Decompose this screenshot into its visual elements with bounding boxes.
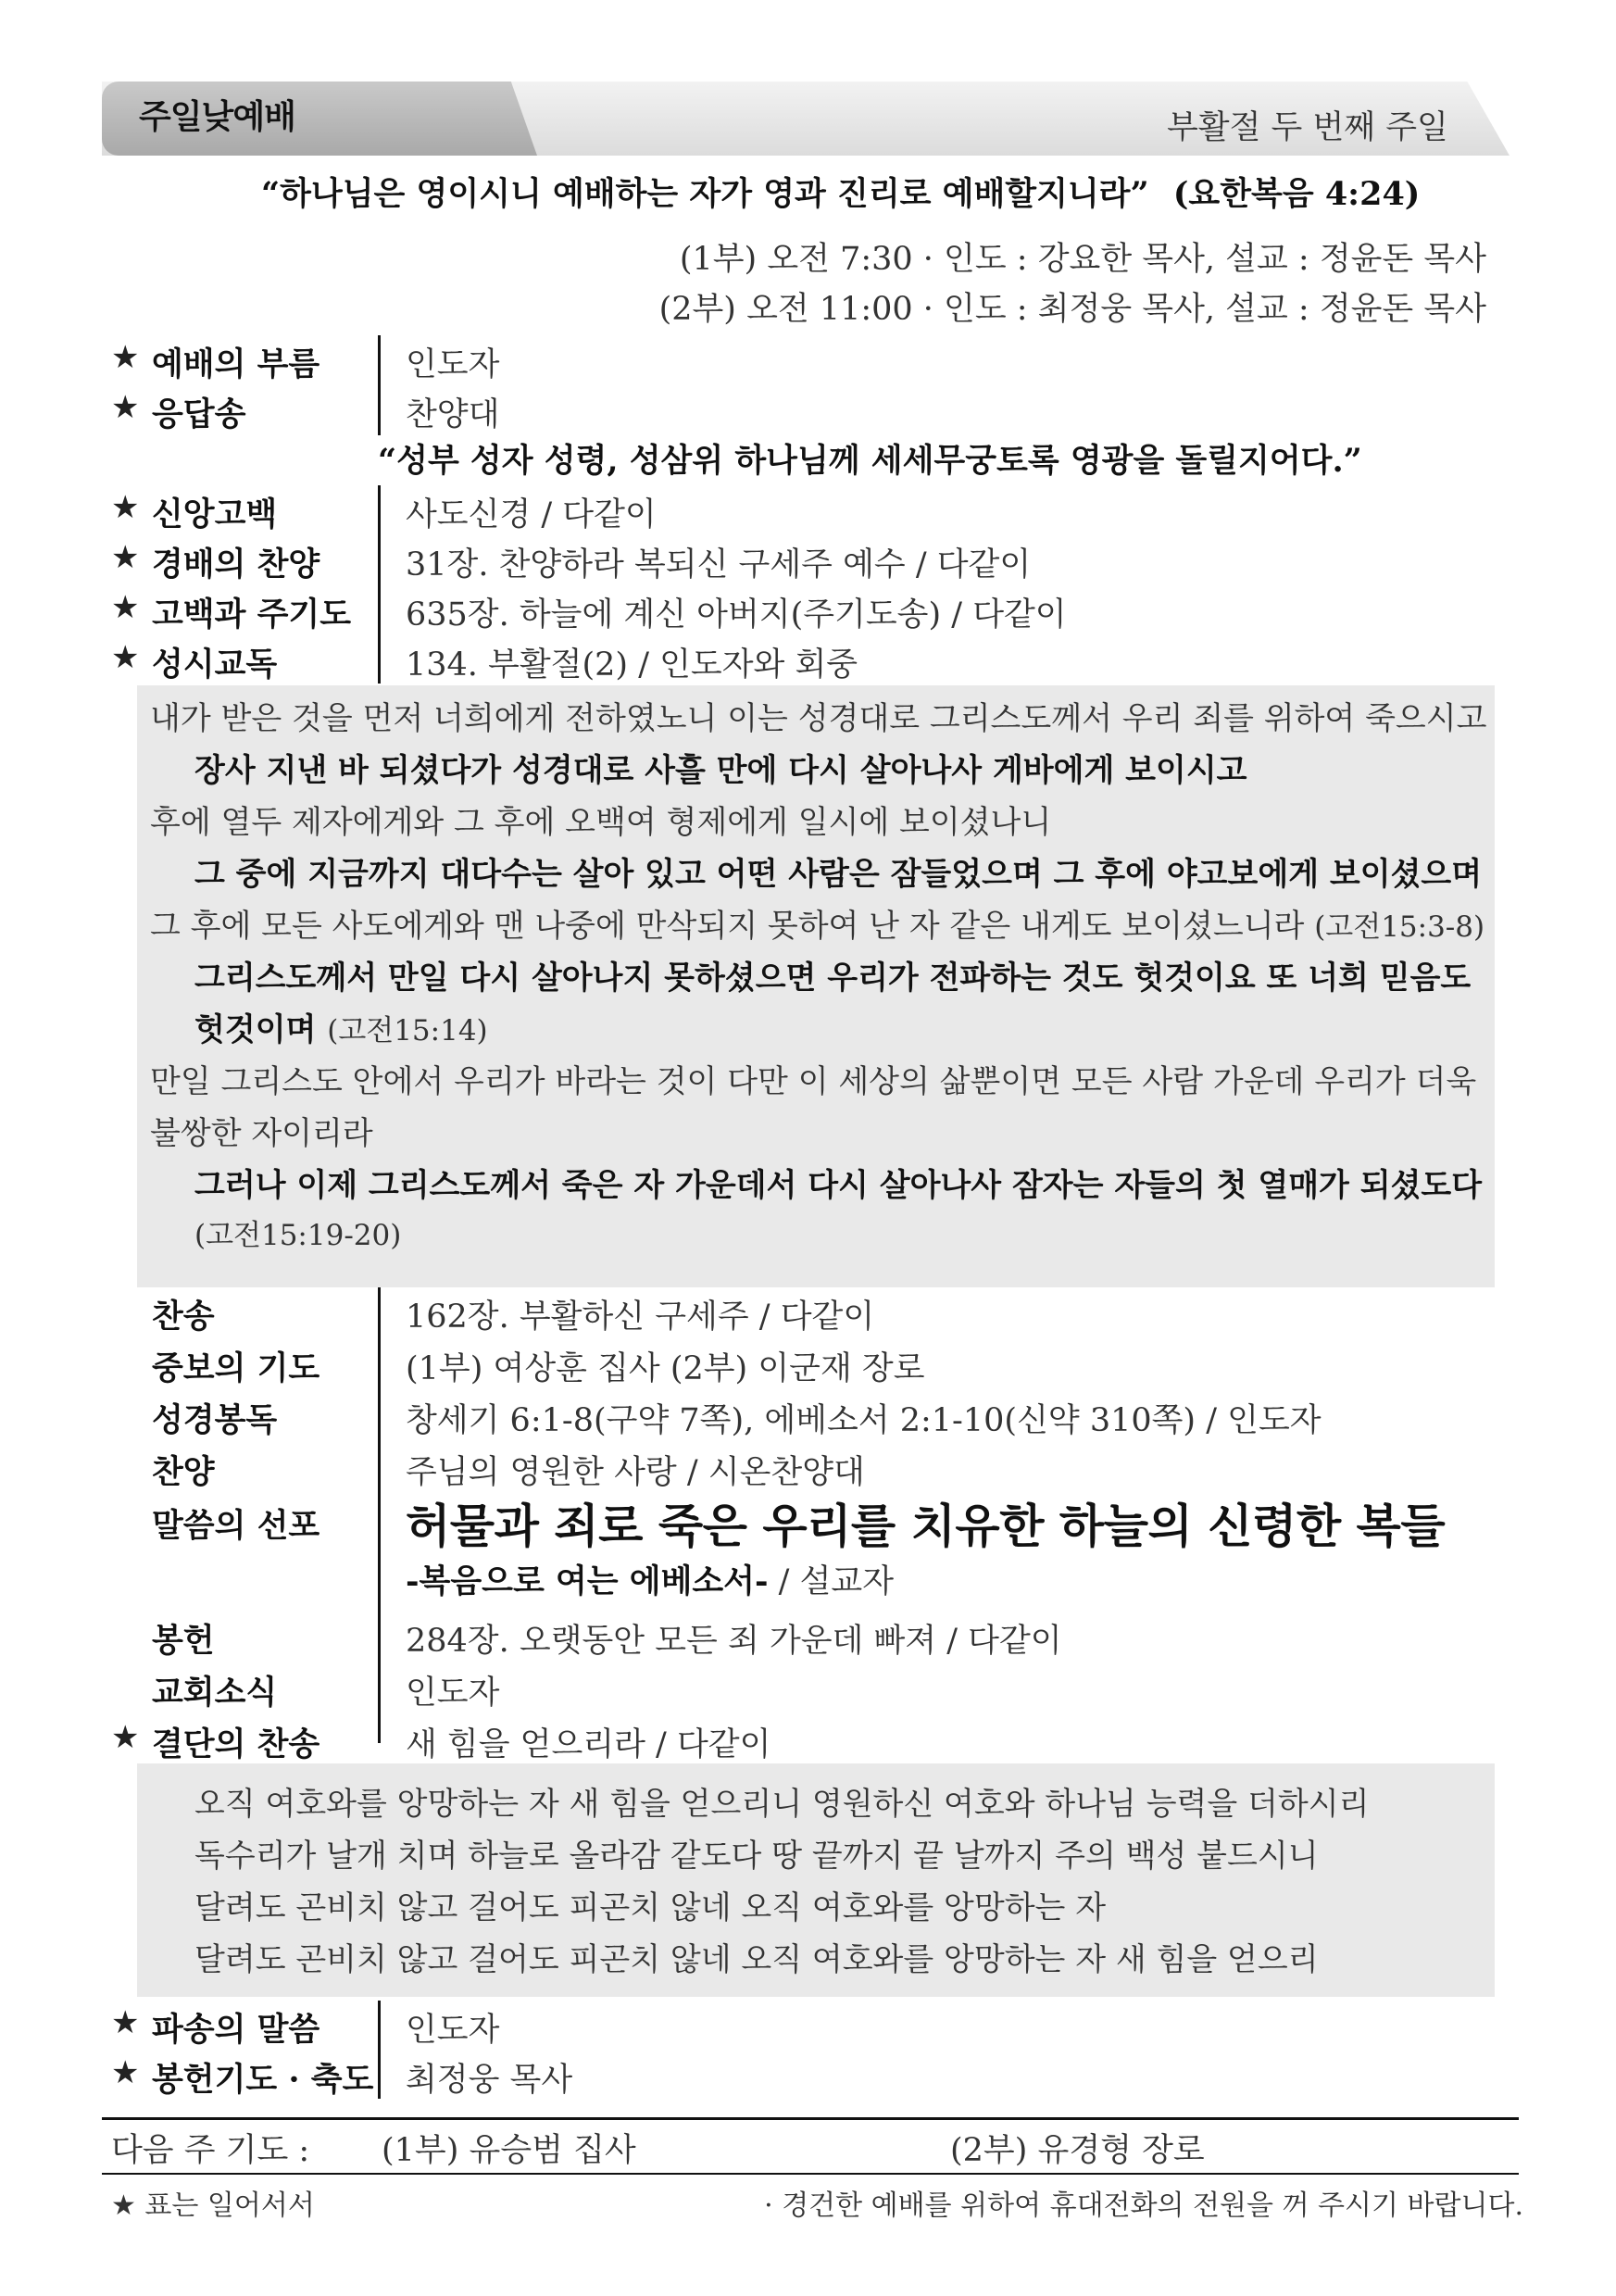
- reading-line: 그러나 이제 그리스도께서 죽은 자 가운데서 다시 살아나사 잠자는 자들의 첫 열매가 되셨도다: [194, 1167, 1483, 1204]
- order-value: 134. 부활절(2) / 인도자와 회중: [406, 646, 858, 684]
- song-line: 달려도 곤비치 않고 걸어도 피곤치 않네 오직 여호와를 앙망하는 자 새 힘을 얻으리: [194, 1941, 1319, 1978]
- order-label: 경배의 찬양: [152, 546, 320, 583]
- order-item: [111, 1337, 1500, 1389]
- footer-divider: [102, 2117, 1519, 2120]
- order-label: 봉헌: [152, 1622, 215, 1660]
- order-item: [111, 1610, 1500, 1662]
- section-title: 주일낮예배: [139, 98, 295, 136]
- order-item: [111, 2049, 1500, 2101]
- order-label: 결단의 찬송: [152, 1725, 320, 1763]
- next-prayer-2: (2부) 유경형 장로: [950, 2132, 1205, 2169]
- reading-line: 헛것이며 (고전15:14): [194, 1011, 488, 1048]
- reading-ref: (고전15:3-8): [1314, 910, 1485, 944]
- order-value: 창세기 6:1-8(구약 7쪽), 에베소서 2:1-10(신약 310쪽) / 인도자: [406, 1402, 1322, 1439]
- order-value: 인도자: [406, 2012, 500, 2049]
- sermon-subtitle: [406, 1556, 894, 1602]
- order-value: 인도자: [406, 346, 500, 383]
- order-label: 고백과 주기도: [152, 596, 352, 634]
- order-label: 찬양: [152, 1453, 215, 1491]
- order-item: [111, 634, 1500, 685]
- order-item: [111, 1389, 1500, 1441]
- order-value: 31장. 찬양하라 복되신 구세주 예수 / 다같이: [406, 546, 1032, 583]
- gloria-patri: “성부 성자 성령, 성삼위 하나님께 세세무궁토록 영광을 돌릴지어다.”: [378, 442, 1362, 480]
- order-item: [111, 383, 1500, 435]
- order-label: 성경봉독: [152, 1401, 278, 1439]
- order-value: (1부) 여상훈 집사 (2부) 이군재 장로: [406, 1350, 925, 1387]
- order-value: 주님의 영원한 사랑 / 시온찬양대: [406, 1454, 865, 1491]
- order-label: 교회소식: [152, 1674, 278, 1712]
- sermon-title: 허물과 죄로 죽은 우리를 치유한 하늘의 신령한 복들: [406, 1499, 1446, 1553]
- reading-line: 장사 지낸 바 되셨다가 성경대로 사흘 만에 다시 살아나사 게바에게 보이시고: [194, 752, 1247, 789]
- song-line: 달려도 곤비치 않고 걸어도 피곤치 않네 오직 여호와를 앙망하는 자: [194, 1889, 1107, 1926]
- order-item: [111, 1662, 1500, 1713]
- reading-line: [194, 1211, 401, 1253]
- order-label: 응답송: [152, 395, 246, 433]
- order-item: [111, 583, 1500, 635]
- star-icon: ★: [111, 2004, 140, 2041]
- reading-ref: (고전15:19-20): [194, 1219, 402, 1252]
- order-value: 찬양대: [406, 396, 500, 433]
- stand-note: ★ 표는 일어서서: [111, 2189, 315, 2222]
- order-item: [111, 1441, 1500, 1493]
- order-label: 말씀의 선포: [152, 1507, 320, 1545]
- reading-line: 내가 받은 것을 먼저 너희에게 전하였노니 이는 성경대로 그리스도께서 우리 죄를 위하여 죽으시고: [150, 700, 1487, 737]
- song-line: 오직 여호와를 앙망하는 자 새 힘을 얻으리니 영원하신 여호와 하나님 능력을 더하시리: [194, 1786, 1370, 1823]
- order-value: 284장. 오랫동안 모든 죄 가운데 빠져 / 다같이: [406, 1623, 1062, 1660]
- star-icon: ★: [111, 339, 140, 376]
- song-line: 독수리가 날개 치며 하늘로 올라감 같도다 땅 끝까지 끝 날까지 주의 백성 붙드시니: [194, 1838, 1319, 1875]
- order-value: 인도자: [406, 1675, 500, 1712]
- footer-divider: [102, 2173, 1519, 2175]
- order-label: 성시교독: [152, 646, 278, 684]
- order-label: 신앙고백: [152, 496, 278, 533]
- phone-note: · 경건한 예배를 위하여 휴대전화의 전원을 꺼 주시기 바랍니다.: [764, 2189, 1523, 2222]
- theme-verse-text: “하나님은 영이시니 예배하는 자가 영과 진리로 예배할지니라”: [261, 175, 1149, 213]
- order-value: 635장. 하늘에 계신 아버지(주기도송) / 다같이: [406, 596, 1067, 634]
- star-icon: ★: [111, 489, 140, 526]
- order-item: [111, 483, 1500, 535]
- star-icon: ★: [111, 539, 140, 576]
- reading-line: 그 중에 지금까지 대다수는 살아 있고 어떤 사람은 잠들었으며 그 후에 야고보에게 보이셨으며: [194, 856, 1483, 893]
- order-item: [111, 533, 1500, 585]
- order-label: 예배의 부름: [152, 345, 320, 383]
- next-prayer-label: 다음 주 기도 :: [111, 2132, 310, 2169]
- order-label: 파송의 말씀: [152, 2011, 320, 2049]
- sermon-series: -복음으로 여는 에베소서-: [406, 1562, 769, 1600]
- reading-line: 만일 그리스도 안에서 우리가 바라는 것이 다만 이 세상의 삶뿐이면 모든 사람 가운데 우리가 더욱: [150, 1063, 1477, 1100]
- order-item: [111, 333, 1500, 385]
- star-icon: ★: [111, 639, 140, 676]
- star-icon: ★: [111, 1719, 140, 1756]
- order-item: [111, 1713, 1500, 1765]
- reading-ref: (고전15:14): [327, 1014, 488, 1048]
- next-prayer-1: (1부) 유승범 집사: [382, 2132, 636, 2169]
- order-value: 새 힘을 얻으리라 / 다같이: [406, 1726, 771, 1763]
- sermon-preacher: / 설교자: [768, 1563, 895, 1600]
- service-time-1: (1부) 오전 7:30 · 인도 : 강요한 목사, 설교 : 정윤돈 목사: [679, 241, 1486, 278]
- reading-line: 불쌍한 자이리라: [150, 1115, 373, 1152]
- star-icon: ★: [111, 389, 140, 426]
- order-label: 찬송: [152, 1298, 215, 1336]
- order-value: 최정웅 목사: [406, 2062, 573, 2099]
- reading-line: 그리스도께서 만일 다시 살아나지 못하셨으면 우리가 전파하는 것도 헛것이요 또 너희 믿음도: [194, 960, 1472, 997]
- service-time-2: (2부) 오전 11:00 · 인도 : 최정웅 목사, 설교 : 정윤돈 목사: [658, 291, 1486, 328]
- order-label: 중보의 기도: [152, 1349, 320, 1387]
- week-title: 부활절 두 번째 주일: [1167, 109, 1448, 146]
- theme-verse: [261, 169, 1420, 215]
- star-icon: ★: [111, 2054, 140, 2091]
- star-icon: ★: [111, 589, 140, 626]
- order-label: 봉헌기도 · 축도: [152, 2061, 374, 2099]
- reading-line: 후에 열두 제자에게와 그 후에 오백여 형제에게 일시에 보이셨나니: [150, 804, 1052, 841]
- order-item: [111, 1999, 1500, 2051]
- order-value: 사도신경 / 다같이: [406, 496, 657, 533]
- theme-verse-ref: (요한복음 4:24): [1172, 175, 1421, 213]
- order-value: 162장. 부활하신 구세주 / 다같이: [406, 1299, 875, 1336]
- order-item: [111, 1286, 1500, 1337]
- reading-line: 그 후에 모든 사도에게와 맨 나중에 만삭되지 못하여 난 자 같은 내게도 보이셨느니라 (고전15:3-8): [150, 908, 1485, 945]
